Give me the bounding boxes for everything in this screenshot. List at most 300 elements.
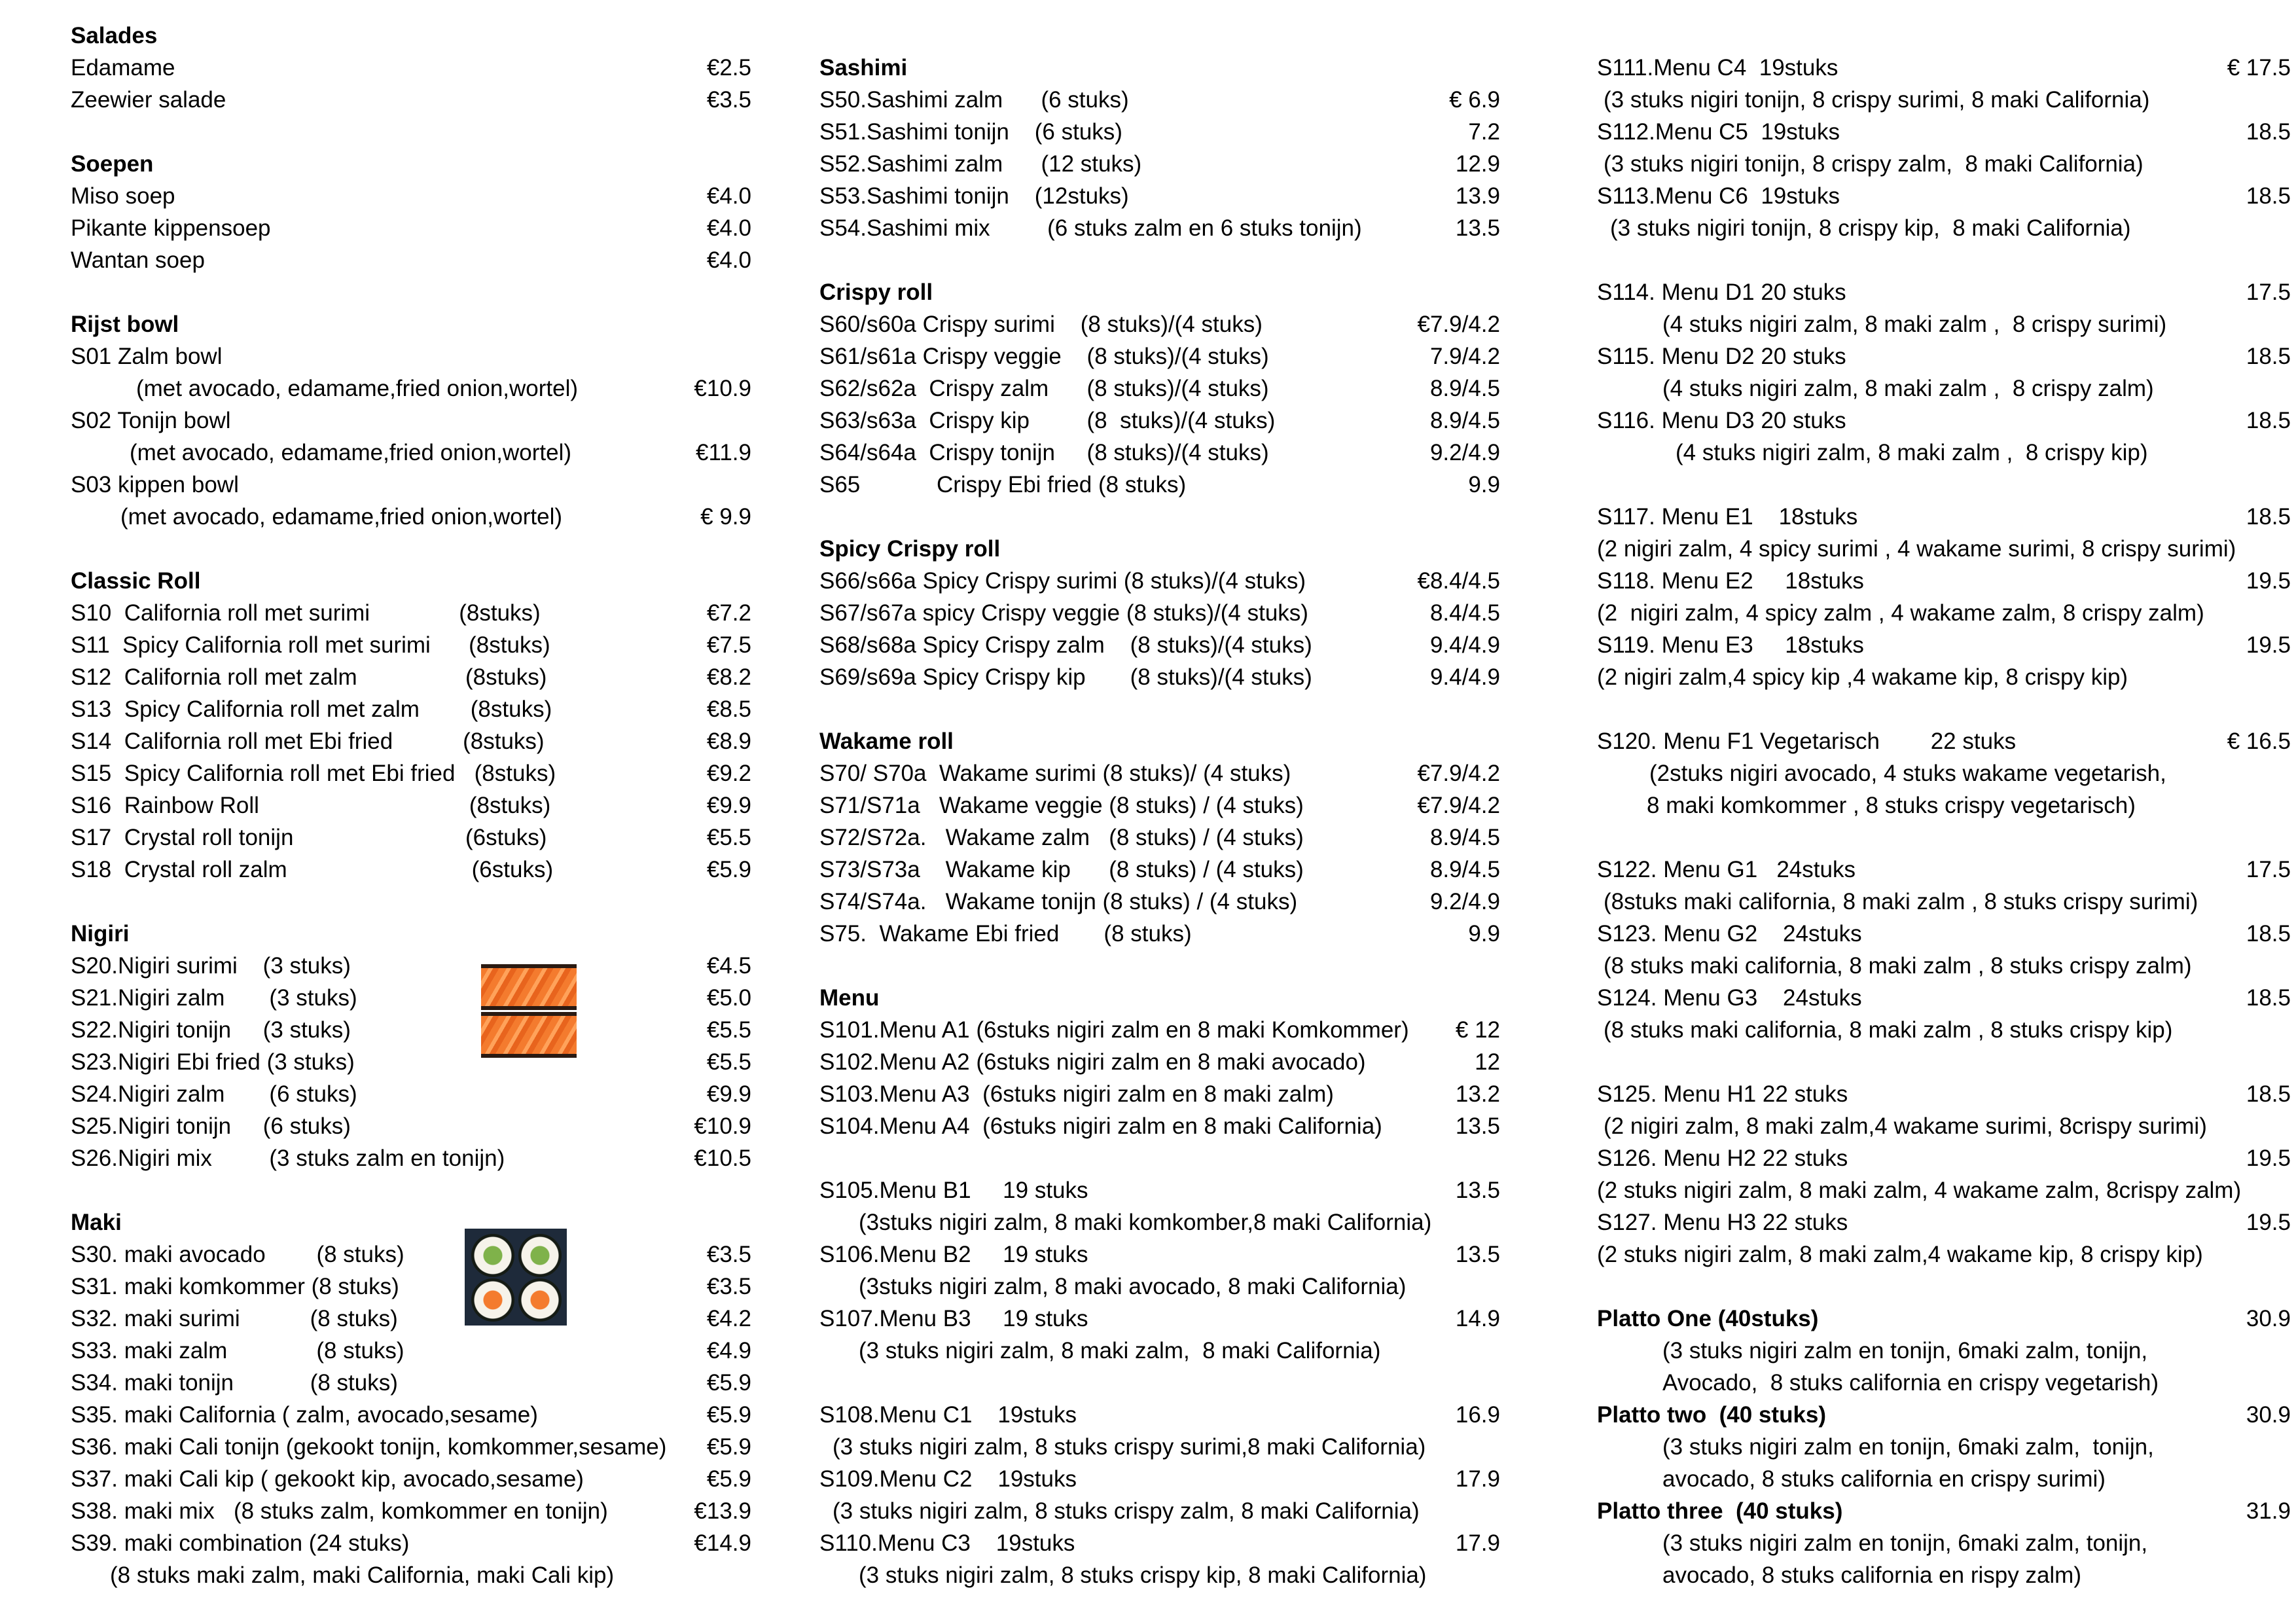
item-price: 18.5 bbox=[2246, 921, 2291, 947]
menu-item bbox=[1597, 661, 2291, 693]
menu-item bbox=[819, 1110, 1500, 1142]
item-name: (3 stuks nigiri zalm, 8 stuks crispy surimi,8 maki California) bbox=[833, 1434, 1426, 1460]
menu-item bbox=[1597, 437, 2291, 469]
item-price: 14.9 bbox=[1455, 1306, 1500, 1331]
item-name: 8 maki komkommer , 8 stuks crispy vegetarisch) bbox=[1647, 793, 2136, 818]
menu-item bbox=[1597, 212, 2291, 244]
section-heading: Sashimi bbox=[819, 55, 908, 81]
item-price: €4.0 bbox=[706, 247, 751, 273]
item-price: 17.5 bbox=[2246, 857, 2291, 882]
item-name: (4 stuks nigiri zalm, 8 maki zalm , 8 crispy zalm) bbox=[1662, 376, 2154, 401]
menu-item bbox=[1597, 982, 2291, 1014]
item-price: 9.2/4.9 bbox=[1429, 440, 1500, 465]
spacer bbox=[819, 1367, 1500, 1399]
menu-item bbox=[71, 1142, 751, 1174]
item-price: €10.5 bbox=[694, 1146, 751, 1171]
menu-item bbox=[819, 340, 1500, 372]
item-price: 7.2 bbox=[1468, 119, 1500, 145]
item-name: S26.Nigiri mix (3 stuks zalm en tonijn) bbox=[71, 1146, 505, 1171]
section-heading: Menu bbox=[819, 985, 880, 1011]
menu-item bbox=[819, 1463, 1500, 1495]
menu-item bbox=[819, 597, 1500, 629]
menu-item bbox=[1597, 308, 2291, 340]
menu-item bbox=[1597, 501, 2291, 533]
menu-item bbox=[71, 405, 751, 437]
menu-item bbox=[1597, 340, 2291, 372]
menu-item bbox=[819, 1078, 1500, 1110]
item-name: S52.Sashimi zalm (12 stuks) bbox=[819, 151, 1142, 177]
item-name: S61/s61a Crispy veggie (8 stuks)/(4 stuks) bbox=[819, 344, 1269, 369]
item-name: (3 stuks nigiri zalm en tonijn, 6maki zalm, tonijn, bbox=[1662, 1530, 2148, 1556]
item-name: (met avocado, edamame,fried onion,wortel) bbox=[120, 504, 563, 530]
item-price: €9.9 bbox=[706, 1081, 751, 1107]
item-name: S01 Zalm bowl bbox=[71, 344, 223, 369]
menu-column-2 bbox=[819, 52, 1500, 1591]
item-price: €14.9 bbox=[694, 1530, 751, 1556]
item-price: 18.5 bbox=[2246, 119, 2291, 145]
item-name: avocado, 8 stuks california en crispy surimi) bbox=[1662, 1466, 2106, 1492]
menu-item bbox=[819, 661, 1500, 693]
item-price: 18.5 bbox=[2246, 504, 2291, 530]
item-name: S25.Nigiri tonijn (6 stuks) bbox=[71, 1113, 351, 1139]
menu-item bbox=[1597, 597, 2291, 629]
item-price: €5.5 bbox=[706, 1049, 751, 1075]
menu-item bbox=[71, 84, 751, 116]
item-name: S119. Menu E3 18stuks bbox=[1597, 632, 1864, 658]
menu-item bbox=[1597, 725, 2291, 757]
menu-column-3 bbox=[1597, 52, 2291, 1591]
menu-item bbox=[71, 1303, 751, 1335]
section-nigiri bbox=[71, 918, 751, 1174]
menu-item bbox=[71, 437, 751, 469]
item-name: Platto One (40stuks) bbox=[1597, 1306, 1819, 1331]
salmon-nigiri-photo bbox=[481, 964, 577, 1010]
spacer bbox=[819, 1142, 1500, 1174]
item-price: 13.5 bbox=[1455, 215, 1500, 241]
item-name: S64/s64a Crispy tonijn (8 stuks)/(4 stuks) bbox=[819, 440, 1269, 465]
item-name: S51.Sashimi tonijn (6 stuks) bbox=[819, 119, 1122, 145]
item-price: 13.5 bbox=[1455, 1178, 1500, 1203]
item-price: €10.9 bbox=[694, 1113, 751, 1139]
menu-item bbox=[1597, 1367, 2291, 1399]
item-name: Avocado, 8 stuks california en crispy vegetarish) bbox=[1662, 1370, 2159, 1396]
item-price: €5.9 bbox=[706, 1370, 751, 1396]
menu-item bbox=[819, 821, 1500, 854]
menu-item bbox=[1597, 372, 2291, 405]
menu-item bbox=[71, 1559, 751, 1591]
item-name: (3 stuks nigiri zalm en tonijn, 6maki zalm, tonijn, bbox=[1662, 1338, 2148, 1363]
menu-item bbox=[71, 982, 751, 1014]
item-name: S70/ S70a Wakame surimi (8 stuks)/ (4 stuks) bbox=[819, 761, 1291, 786]
item-name: Zeewier salade bbox=[71, 87, 226, 113]
item-name: Pikante kippensoep bbox=[71, 215, 271, 241]
item-name: S75. Wakame Ebi fried (8 stuks) bbox=[819, 921, 1192, 947]
item-name: S63/s63a Crispy kip (8 stuks)/(4 stuks) bbox=[819, 408, 1276, 433]
item-name: (2 stuks nigiri zalm, 8 maki zalm, 4 wakame zalm, 8crispy zalm) bbox=[1597, 1178, 2242, 1203]
item-name: S118. Menu E2 18stuks bbox=[1597, 568, 1864, 594]
item-price: 18.5 bbox=[2246, 183, 2291, 209]
menu-item bbox=[71, 1046, 751, 1078]
item-price: €4.0 bbox=[706, 215, 751, 241]
item-name: S12 California roll met zalm (8stuks) bbox=[71, 664, 547, 690]
item-name: S50.Sashimi zalm (6 stuks) bbox=[819, 87, 1129, 113]
menu-item bbox=[1597, 1206, 2291, 1238]
menu-item bbox=[819, 1174, 1500, 1206]
item-name: S16 Rainbow Roll (8stuks) bbox=[71, 793, 551, 818]
maki-rolls-photo bbox=[465, 1229, 567, 1326]
item-name: S115. Menu D2 20 stuks bbox=[1597, 344, 1846, 369]
item-name: S53.Sashimi tonijn (12stuks) bbox=[819, 183, 1129, 209]
menu-item bbox=[819, 1559, 1500, 1591]
item-name: S126. Menu H2 22 stuks bbox=[1597, 1146, 1848, 1171]
menu-item bbox=[819, 1014, 1500, 1046]
item-price: 30.9 bbox=[2246, 1306, 2291, 1331]
item-price: €4.9 bbox=[706, 1338, 751, 1363]
menu-item bbox=[1597, 180, 2291, 212]
menu-item bbox=[1597, 918, 2291, 950]
item-price: €7.9/4.2 bbox=[1417, 793, 1500, 818]
menu-item bbox=[1597, 1303, 2291, 1335]
item-price: 18.5 bbox=[2246, 408, 2291, 433]
item-price: €4.0 bbox=[706, 183, 751, 209]
item-price: 13.5 bbox=[1455, 1113, 1500, 1139]
menu-item bbox=[71, 1110, 751, 1142]
section-heading: Soepen bbox=[71, 151, 154, 177]
item-price: €4.2 bbox=[706, 1306, 751, 1331]
item-price: 19.5 bbox=[2246, 1210, 2291, 1235]
menu-item bbox=[819, 1206, 1500, 1238]
item-name: S112.Menu C5 19stuks bbox=[1597, 119, 1840, 145]
item-name: S108.Menu C1 19stuks bbox=[819, 1402, 1077, 1428]
menu-item bbox=[71, 1014, 751, 1046]
item-price: 9.4/4.9 bbox=[1429, 632, 1500, 658]
item-name: S14 California roll met Ebi fried (8stuks) bbox=[71, 729, 545, 754]
item-price: €2.5 bbox=[706, 55, 751, 81]
item-name: S114. Menu D1 20 stuks bbox=[1597, 280, 1846, 305]
item-name: S113.Menu C6 19stuks bbox=[1597, 183, 1840, 209]
item-name: (8 stuks maki zalm, maki California, maki Cali kip) bbox=[110, 1562, 615, 1588]
item-name: (8 stuks maki california, 8 maki zalm , 8 stuks crispy kip) bbox=[1604, 1017, 2173, 1043]
menu-item bbox=[1597, 1463, 2291, 1495]
menu-item bbox=[1597, 1078, 2291, 1110]
menu-item bbox=[819, 148, 1500, 180]
item-name: (2 nigiri zalm, 8 maki zalm,4 wakame surimi, 8crispy surimi) bbox=[1604, 1113, 2207, 1139]
menu-item bbox=[819, 1399, 1500, 1431]
section-classic-roll bbox=[71, 565, 751, 886]
menu-item bbox=[71, 180, 751, 212]
menu-item bbox=[819, 1238, 1500, 1271]
spacer bbox=[1597, 244, 2291, 276]
item-name: S74/S74a. Wakame tonijn (8 stuks) / (4 stuks) bbox=[819, 889, 1298, 914]
menu-item bbox=[71, 661, 751, 693]
menu-item bbox=[1597, 789, 2291, 821]
item-name: S110.Menu C3 19stuks bbox=[819, 1530, 1075, 1556]
menu-item bbox=[1597, 1335, 2291, 1367]
item-name: S122. Menu G1 24stuks bbox=[1597, 857, 1856, 882]
item-name: S11 Spicy California roll met surimi (8stuks) bbox=[71, 632, 550, 658]
item-name: S116. Menu D3 20 stuks bbox=[1597, 408, 1846, 433]
item-name: (2 nigiri zalm, 4 spicy surimi , 4 wakame surimi, 8 crispy surimi) bbox=[1597, 536, 2236, 562]
item-price: €8.4/4.5 bbox=[1417, 568, 1500, 594]
menu-item bbox=[819, 180, 1500, 212]
salmon-nigiri-photo bbox=[481, 1012, 577, 1058]
menu-item bbox=[819, 84, 1500, 116]
menu-item bbox=[819, 789, 1500, 821]
section-heading: Rijst bowl bbox=[71, 312, 179, 337]
item-price: €3.5 bbox=[706, 87, 751, 113]
menu-item bbox=[819, 565, 1500, 597]
menu-item bbox=[71, 1431, 751, 1463]
menu-item bbox=[819, 1335, 1500, 1367]
item-price: €10.9 bbox=[694, 376, 751, 401]
item-price: €3.5 bbox=[706, 1242, 751, 1267]
section-crispy-roll bbox=[819, 276, 1500, 501]
item-name: S22.Nigiri tonijn (3 stuks) bbox=[71, 1017, 351, 1043]
section-sashimi bbox=[819, 52, 1500, 244]
item-price: 30.9 bbox=[2246, 1402, 2291, 1428]
item-name: S35. maki California ( zalm, avocado,sesame) bbox=[71, 1402, 538, 1428]
item-price: 17.9 bbox=[1455, 1530, 1500, 1556]
item-name: S15 Spicy California roll met Ebi fried (8stuks) bbox=[71, 761, 556, 786]
section-heading: Nigiri bbox=[71, 921, 130, 947]
item-name: S117. Menu E1 18stuks bbox=[1597, 504, 1858, 530]
item-name: avocado, 8 stuks california en rispy zalm) bbox=[1662, 1562, 2081, 1588]
menu-item bbox=[1597, 52, 2291, 84]
menu-item bbox=[819, 1303, 1500, 1335]
menu-item bbox=[1597, 533, 2291, 565]
menu-item bbox=[1597, 565, 2291, 597]
item-price: 17.9 bbox=[1455, 1466, 1500, 1492]
item-price: €7.5 bbox=[706, 632, 751, 658]
section-soepen bbox=[71, 148, 751, 276]
item-name: (3 stuks nigiri tonijn, 8 crispy surimi, 8 maki California) bbox=[1604, 87, 2150, 113]
item-name: S107.Menu B3 19 stuks bbox=[819, 1306, 1088, 1331]
item-price: €5.9 bbox=[706, 1402, 751, 1428]
item-price: 17.5 bbox=[2246, 280, 2291, 305]
item-name: S38. maki mix (8 stuks zalm, komkommer en tonijn) bbox=[71, 1498, 608, 1524]
menu-item bbox=[71, 52, 751, 84]
menu-item bbox=[71, 757, 751, 789]
menu-item bbox=[1597, 757, 2291, 789]
item-name: S127. Menu H3 22 stuks bbox=[1597, 1210, 1848, 1235]
menu-item bbox=[1597, 950, 2291, 982]
item-name: S02 Tonijn bowl bbox=[71, 408, 231, 433]
section-menu bbox=[819, 982, 1500, 1591]
menu-item bbox=[1597, 116, 2291, 148]
menu-item bbox=[71, 372, 751, 405]
item-name: S68/s68a Spicy Crispy zalm (8 stuks)/(4 stuks) bbox=[819, 632, 1312, 658]
menu-item bbox=[1597, 1399, 2291, 1431]
menu-item bbox=[819, 1527, 1500, 1559]
item-name: S03 kippen bowl bbox=[71, 472, 239, 497]
item-name: Platto three (40 stuks) bbox=[1597, 1498, 1843, 1524]
item-name: (4 stuks nigiri zalm, 8 maki zalm , 8 crispy kip) bbox=[1676, 440, 2148, 465]
item-name: (3 stuks nigiri zalm, 8 stuks crispy kip, 8 maki California) bbox=[859, 1562, 1427, 1588]
menu-item bbox=[1597, 886, 2291, 918]
item-price: 19.5 bbox=[2246, 1146, 2291, 1171]
section-rijst-bowl bbox=[71, 308, 751, 533]
item-name: (3stuks nigiri zalm, 8 maki avocado, 8 maki California) bbox=[859, 1274, 1407, 1299]
item-name: S34. maki tonijn (8 stuks) bbox=[71, 1370, 398, 1396]
menu-item bbox=[819, 469, 1500, 501]
menu-item bbox=[1597, 1527, 2291, 1559]
menu-item bbox=[819, 212, 1500, 244]
menu-item bbox=[819, 854, 1500, 886]
item-price: 13.9 bbox=[1455, 183, 1500, 209]
item-price: €8.2 bbox=[706, 664, 751, 690]
section-heading: Crispy roll bbox=[819, 280, 933, 305]
menu-item bbox=[819, 1046, 1500, 1078]
section-heading: Salades bbox=[71, 23, 158, 48]
section-heading: Classic Roll bbox=[71, 568, 201, 594]
item-name: (met avocado, edamame,fried onion,wortel) bbox=[130, 440, 572, 465]
item-name: (met avocado, edamame,fried onion,wortel) bbox=[136, 376, 579, 401]
item-name: (8 stuks maki california, 8 maki zalm , 8 stuks crispy zalm) bbox=[1604, 953, 2192, 979]
spacer bbox=[1597, 693, 2291, 725]
menu-item bbox=[71, 469, 751, 501]
menu-item bbox=[71, 1367, 751, 1399]
item-price: 9.9 bbox=[1468, 921, 1500, 947]
item-price: € 12 bbox=[1455, 1017, 1500, 1043]
item-price: 16.9 bbox=[1455, 1402, 1500, 1428]
item-name: S103.Menu A3 (6stuks nigiri zalm en 8 maki zalm) bbox=[819, 1081, 1334, 1107]
menu-item bbox=[71, 821, 751, 854]
menu-item bbox=[71, 693, 751, 725]
item-price: 8.9/4.5 bbox=[1429, 825, 1500, 850]
item-price: 9.4/4.9 bbox=[1429, 664, 1500, 690]
menu-item bbox=[1597, 1559, 2291, 1591]
item-name: S10 California roll met surimi (8stuks) bbox=[71, 600, 541, 626]
item-price: € 6.9 bbox=[1449, 87, 1500, 113]
menu-item bbox=[71, 789, 751, 821]
menu-item bbox=[71, 212, 751, 244]
spacer bbox=[1597, 469, 2291, 501]
menu-item bbox=[819, 308, 1500, 340]
item-price: €11.9 bbox=[696, 440, 751, 465]
item-name: (3stuks nigiri zalm, 8 maki komkomber,8 maki California) bbox=[859, 1210, 1432, 1235]
item-name: Wantan soep bbox=[71, 247, 205, 273]
item-price: €4.5 bbox=[706, 953, 751, 979]
item-name: S65 Crispy Ebi fried (8 stuks) bbox=[819, 472, 1187, 497]
item-price: €5.9 bbox=[706, 1466, 751, 1492]
menu-item bbox=[1597, 148, 2291, 180]
menu-item bbox=[819, 1431, 1500, 1463]
item-name: (3 stuks nigiri zalm, 8 stuks crispy zalm, 8 maki California) bbox=[833, 1498, 1420, 1524]
item-name: S120. Menu F1 Vegetarisch 22 stuks bbox=[1597, 729, 2017, 754]
item-name: S17 Crystal roll tonijn (6stuks) bbox=[71, 825, 547, 850]
item-name: S30. maki avocado (8 stuks) bbox=[71, 1242, 404, 1267]
item-price: €9.9 bbox=[706, 793, 751, 818]
menu-item bbox=[819, 405, 1500, 437]
menu-item bbox=[819, 437, 1500, 469]
item-price: 13.2 bbox=[1455, 1081, 1500, 1107]
spacer bbox=[1597, 1046, 2291, 1078]
spacer bbox=[1597, 1271, 2291, 1303]
menu-item bbox=[71, 1271, 751, 1303]
menu-item bbox=[71, 1078, 751, 1110]
section-heading: Spicy Crispy roll bbox=[819, 536, 1001, 562]
item-price: 8.4/4.5 bbox=[1429, 600, 1500, 626]
menu-item bbox=[1597, 629, 2291, 661]
item-price: €13.9 bbox=[694, 1498, 751, 1524]
menu-item bbox=[71, 597, 751, 629]
item-name: S101.Menu A1 (6stuks nigiri zalm en 8 maki Komkommer) bbox=[819, 1017, 1409, 1043]
menu-item bbox=[71, 244, 751, 276]
item-name: (4 stuks nigiri zalm, 8 maki zalm , 8 crispy surimi) bbox=[1662, 312, 2167, 337]
item-price: €5.5 bbox=[706, 1017, 751, 1043]
item-price: €3.5 bbox=[706, 1274, 751, 1299]
item-name: S60/s60a Crispy surimi (8 stuks)/(4 stuks) bbox=[819, 312, 1263, 337]
item-name: S66/s66a Spicy Crispy surimi (8 stuks)/(4 stuks) bbox=[819, 568, 1306, 594]
item-price: 19.5 bbox=[2246, 568, 2291, 594]
item-name: S72/S72a. Wakame zalm (8 stuks) / (4 stuks) bbox=[819, 825, 1304, 850]
menu-item bbox=[1597, 1238, 2291, 1271]
menu-item bbox=[71, 1335, 751, 1367]
item-name: (2 nigiri zalm,4 spicy kip ,4 wakame kip, 8 crispy kip) bbox=[1597, 664, 2128, 690]
menu-item bbox=[71, 1238, 751, 1271]
item-price: €5.9 bbox=[706, 857, 751, 882]
item-name: S109.Menu C2 19stuks bbox=[819, 1466, 1077, 1492]
menu-item bbox=[819, 116, 1500, 148]
item-name: S124. Menu G3 24stuks bbox=[1597, 985, 1862, 1011]
item-price: 12.9 bbox=[1455, 151, 1500, 177]
menu-item bbox=[819, 372, 1500, 405]
item-name: S69/s69a Spicy Crispy kip (8 stuks)/(4 stuks) bbox=[819, 664, 1312, 690]
item-price: €8.9 bbox=[706, 729, 751, 754]
item-name: (2 nigiri zalm, 4 spicy zalm , 4 wakame zalm, 8 crispy zalm) bbox=[1597, 600, 2204, 626]
item-name: S106.Menu B2 19 stuks bbox=[819, 1242, 1088, 1267]
item-price: 8.9/4.5 bbox=[1429, 376, 1500, 401]
menu-item bbox=[819, 918, 1500, 950]
section-wakame-roll bbox=[819, 725, 1500, 950]
item-name: S105.Menu B1 19 stuks bbox=[819, 1178, 1088, 1203]
menu-item bbox=[71, 854, 751, 886]
section-maki bbox=[71, 1206, 751, 1591]
item-price: 18.5 bbox=[2246, 985, 2291, 1011]
item-price: 13.5 bbox=[1455, 1242, 1500, 1267]
item-price: €7.2 bbox=[706, 600, 751, 626]
menu-item bbox=[1597, 1142, 2291, 1174]
section-spicy-crispy-roll bbox=[819, 533, 1500, 693]
item-price: 7.9/4.2 bbox=[1429, 344, 1500, 369]
item-name: S62/s62a Crispy zalm (8 stuks)/(4 stuks) bbox=[819, 376, 1269, 401]
item-name: S111.Menu C4 19stuks bbox=[1597, 55, 1839, 81]
menu-item bbox=[71, 950, 751, 982]
menu-item bbox=[819, 1271, 1500, 1303]
menu-item bbox=[71, 1463, 751, 1495]
item-price: €9.2 bbox=[706, 761, 751, 786]
menu-item bbox=[71, 501, 751, 533]
item-price: 31.9 bbox=[2246, 1498, 2291, 1524]
item-name: S31. maki komkommer (8 stuks) bbox=[71, 1274, 399, 1299]
item-price: €7.9/4.2 bbox=[1417, 312, 1500, 337]
item-name: S102.Menu A2 (6stuks nigiri zalm en 8 maki avocado) bbox=[819, 1049, 1366, 1075]
item-name: S18 Crystal roll zalm (6stuks) bbox=[71, 857, 554, 882]
menu-item bbox=[71, 340, 751, 372]
item-name: (3 stuks nigiri zalm en tonijn, 6maki zalm, tonijn, bbox=[1662, 1434, 2154, 1460]
item-price: 19.5 bbox=[2246, 632, 2291, 658]
item-name: Edamame bbox=[71, 55, 175, 81]
menu-item bbox=[1597, 276, 2291, 308]
item-name: S33. maki zalm (8 stuks) bbox=[71, 1338, 404, 1363]
menu-item bbox=[819, 1495, 1500, 1527]
item-price: €5.0 bbox=[706, 985, 751, 1011]
item-name: (3 stuks nigiri tonijn, 8 crispy zalm, 8 maki California) bbox=[1604, 151, 2144, 177]
item-name: S21.Nigiri zalm (3 stuks) bbox=[71, 985, 357, 1011]
menu-item bbox=[71, 1399, 751, 1431]
item-name: (3 stuks nigiri tonijn, 8 crispy kip, 8 maki California) bbox=[1610, 215, 2131, 241]
item-price: 8.9/4.5 bbox=[1429, 408, 1500, 433]
